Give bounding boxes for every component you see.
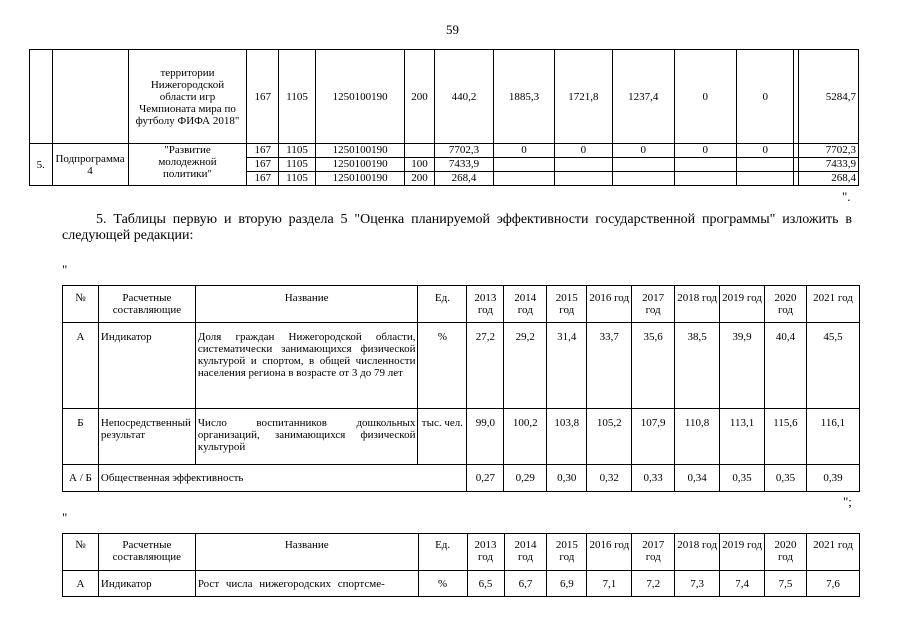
cell: 1250100190 (316, 158, 405, 172)
header-cell: 2018 год (675, 534, 720, 571)
header-cell: Расчетные составляющие (98, 534, 195, 571)
value-cell: 113,1 (720, 409, 765, 465)
value-cell: 0,27 (467, 465, 504, 492)
value-cell: 6,7 (504, 571, 547, 597)
value-cell: 0,32 (587, 465, 632, 492)
opening-quote: " (62, 510, 68, 525)
value-cell: 0,34 (675, 465, 720, 492)
header-cell: 2021 год (807, 534, 860, 571)
value-cell: 105,2 (587, 409, 632, 465)
header-cell: 2020 год (765, 286, 807, 323)
value-cell: 7,5 (765, 571, 807, 597)
header-cell: № (63, 286, 99, 323)
value-cell: 7,3 (675, 571, 720, 597)
header-cell: 2013 год (467, 286, 504, 323)
cell: 167 (247, 144, 279, 158)
cell: 0 (494, 144, 554, 158)
cell: 0 (674, 50, 736, 144)
header-cell: Расчетные составляющие (98, 286, 195, 323)
value-cell: 116,1 (806, 409, 859, 465)
cell: 1250100190 (316, 172, 405, 186)
cell: 100 (405, 158, 435, 172)
value-cell: 35,6 (632, 323, 675, 409)
header-cell: Ед. (418, 286, 467, 323)
table-row (63, 571, 860, 597)
header-cell: 2017 год (632, 286, 675, 323)
table-row (30, 50, 859, 144)
header-cell: Ед. (418, 534, 467, 571)
value-cell: 40,4 (765, 323, 807, 409)
row-code: А / Б (63, 465, 99, 492)
calc-component: Индикатор (98, 571, 195, 597)
event-name: территории Нижегородской области игр Чемпионата мира по футболу ФИФА 2018" (128, 50, 247, 144)
efficiency-table-1 (62, 285, 860, 492)
paragraph: 5. Таблицы первую и вторую раздела 5 "Оценка планируемой эффективности государственной программы" изложить в следующей редакции: (62, 212, 852, 243)
cell: 167 (247, 50, 279, 144)
cell: 200 (405, 50, 435, 144)
value-cell: 7,1 (587, 571, 632, 597)
cell: 0 (737, 50, 794, 144)
value-cell: 31,4 (547, 323, 587, 409)
header-cell: Название (195, 534, 418, 571)
efficiency-table-2 (62, 533, 860, 597)
cell: 0 (674, 144, 736, 158)
cell: 0 (613, 144, 674, 158)
value-cell: 115,6 (765, 409, 807, 465)
value-cell: 29,2 (504, 323, 547, 409)
value-cell: 6,9 (547, 571, 587, 597)
cell: 1721,8 (554, 50, 612, 144)
cell: 1250100190 (316, 144, 405, 158)
header-cell: 2017 год (632, 534, 675, 571)
header-cell: 2015 год (547, 286, 587, 323)
cell: 1105 (279, 50, 316, 144)
row-code: А (63, 571, 99, 597)
cell: 1105 (279, 158, 316, 172)
value-cell: 0,39 (806, 465, 859, 492)
indicator-name: Рост числа нижегородских спортсме- (195, 571, 418, 597)
value-cell: 103,8 (547, 409, 587, 465)
value-cell: 0,29 (504, 465, 547, 492)
value-cell: 45,5 (806, 323, 859, 409)
row-code: А (63, 323, 99, 409)
table-row (63, 465, 860, 492)
value-cell: 7,2 (632, 571, 675, 597)
opening-quote: " (62, 262, 68, 277)
unit: тыс. чел. (418, 409, 467, 465)
cell: 0 (737, 144, 794, 158)
cell: 1237,4 (613, 50, 674, 144)
header-cell: 2021 год (806, 286, 859, 323)
header-row (63, 534, 860, 571)
cell: 7702,3 (434, 144, 493, 158)
value-cell: 39,9 (720, 323, 765, 409)
cell: 167 (247, 172, 279, 186)
header-cell: 2014 год (504, 534, 547, 571)
calc-component: Индикатор (98, 323, 195, 409)
row-code: Б (63, 409, 99, 465)
cell: 1105 (279, 144, 316, 158)
value-cell: 33,7 (587, 323, 632, 409)
header-cell: 2016 год (587, 286, 632, 323)
table-row (30, 144, 859, 158)
value-cell: 6,5 (467, 571, 504, 597)
cell: 268,4 (434, 172, 493, 186)
closing-quote: ". (842, 189, 851, 204)
value-cell: 99,0 (467, 409, 504, 465)
cell: 7433,9 (799, 158, 859, 172)
value-cell: 107,9 (632, 409, 675, 465)
page-number: 59 (446, 22, 459, 37)
header-cell: 2019 год (720, 534, 765, 571)
value-cell: 0,35 (720, 465, 765, 492)
table-row (63, 409, 860, 465)
row-number: 5. (30, 144, 53, 186)
header-cell: 2016 год (587, 534, 632, 571)
calc-component: Непосредственный результат (98, 409, 195, 465)
table-row (63, 323, 860, 409)
cell: 5284,7 (799, 50, 859, 144)
cell: 167 (247, 158, 279, 172)
indicator-name: Доля граждан Нижегородской области, систематически занимающихся физической культурой и спортом, в общей численности населения региона в возрасте от 3 до 79 лет (195, 323, 418, 409)
header-cell: 2015 год (547, 534, 587, 571)
value-cell: 38,5 (675, 323, 720, 409)
value-cell: 27,2 (467, 323, 504, 409)
header-cell: № (63, 534, 99, 571)
budget-table (29, 49, 859, 186)
header-cell: 2019 год (720, 286, 765, 323)
cell: 7433,9 (434, 158, 493, 172)
indicator-name: Число воспитанников дошкольных организаций, занимающихся физической культурой (195, 409, 418, 465)
unit: % (418, 323, 467, 409)
header-cell: Название (195, 286, 418, 323)
cell: 268,4 (799, 172, 859, 186)
cell: 200 (405, 172, 435, 186)
value-cell: 7,6 (807, 571, 860, 597)
header-cell: 2013 год (467, 534, 504, 571)
header-row (63, 286, 860, 323)
cell: 1250100190 (316, 50, 405, 144)
cell: 1105 (279, 172, 316, 186)
header-cell: 2020 год (765, 534, 807, 571)
cell: 0 (554, 144, 612, 158)
cell (405, 144, 435, 158)
header-cell: 2018 год (675, 286, 720, 323)
cell: 440,2 (434, 50, 493, 144)
subprogram-name: "Развитие молодежной политики" (128, 144, 247, 186)
closing-quote: "; (843, 494, 852, 509)
efficiency-label: Общественная эффективность (98, 465, 466, 492)
value-cell: 7,4 (720, 571, 765, 597)
cell: 1885,3 (494, 50, 554, 144)
unit: % (418, 571, 467, 597)
header-cell: 2014 год (504, 286, 547, 323)
cell: 7702,3 (799, 144, 859, 158)
value-cell: 110,8 (675, 409, 720, 465)
subprogram-label: Подпрограмма 4 (52, 144, 128, 186)
value-cell: 0,30 (547, 465, 587, 492)
value-cell: 0,33 (632, 465, 675, 492)
value-cell: 0,35 (765, 465, 807, 492)
value-cell: 100,2 (504, 409, 547, 465)
